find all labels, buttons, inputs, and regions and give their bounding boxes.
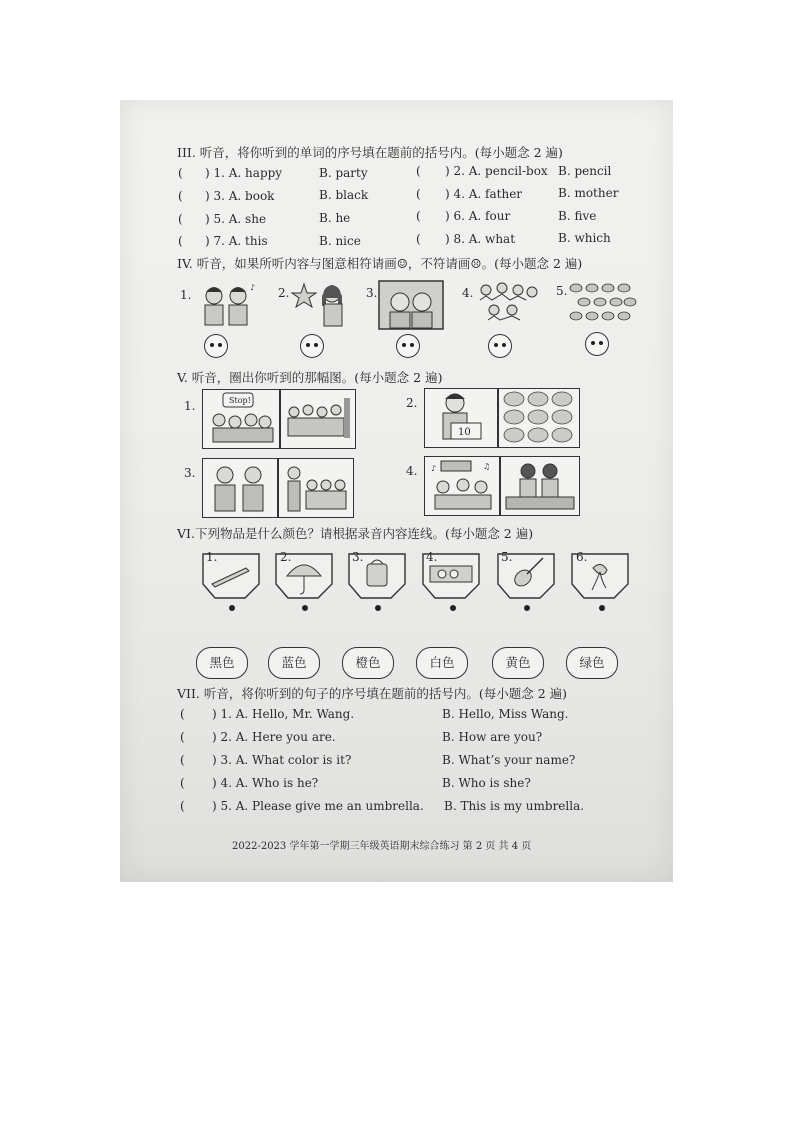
item-dot-5[interactable] (524, 605, 530, 611)
s5-picture-pair-3[interactable] (202, 458, 354, 518)
answer-paren: ( (178, 166, 183, 180)
answer-paren: ( (178, 189, 183, 203)
color-white[interactable]: 白色 (416, 647, 468, 679)
item-number-6: 6. (576, 550, 588, 564)
birds-flock-picture (566, 280, 638, 332)
s3-item-3-b: B. black (319, 188, 369, 202)
color-orange[interactable]: 橙色 (342, 647, 394, 679)
color-green[interactable]: 绿色 (566, 647, 618, 679)
s3-item-3: ) 3. A. book (205, 189, 275, 203)
s3-item-6: ) 6. A. four (445, 209, 511, 223)
item-number-3: 3. (352, 550, 364, 564)
s5-label-2: 2. (406, 396, 418, 410)
answer-paren: ( (416, 187, 421, 201)
s7-item-1-a: ) 1. A. Hello, Mr. Wang. (212, 707, 355, 721)
svg-text:♪: ♪ (250, 283, 256, 292)
children-walking-picture (282, 390, 354, 446)
answer-paren: ( (416, 164, 421, 178)
s3-item-4-b: B. mother (558, 186, 619, 200)
stop-sign-text: Stop! (229, 396, 251, 405)
color-blue[interactable]: 蓝色 (268, 647, 320, 679)
answer-paren: ( (416, 232, 421, 246)
answer-face-5[interactable] (585, 332, 609, 356)
answer-face-1[interactable] (204, 334, 228, 358)
answer-paren: ( (180, 707, 185, 721)
color-yellow[interactable]: 黄色 (492, 647, 544, 679)
s4-label-2: 2. (278, 286, 290, 300)
children-music-picture (427, 457, 497, 513)
s7-item-5-b: B. This is my umbrella. (444, 799, 585, 813)
s3-item-8-b: B. which (558, 231, 611, 245)
answer-paren: ( (180, 799, 185, 813)
s3-item-4: ) 4. A. father (445, 187, 523, 201)
grandpa-and-man-picture (205, 459, 275, 515)
answer-paren: ( (178, 212, 183, 226)
s5-picture-pair-1[interactable] (202, 389, 356, 449)
s7-item-2-a: ) 2. A. Here you are. (212, 730, 336, 744)
s3-item-8: ) 8. A. what (445, 232, 516, 246)
worksheet-page (120, 100, 673, 882)
item-dot-6[interactable] (599, 605, 605, 611)
s3-item-2-b: B. pencil (558, 164, 612, 178)
s3-item-1-b: B. party (319, 166, 368, 180)
s7-item-4-a: ) 4. A. Who is he? (212, 776, 319, 790)
answer-face-3[interactable] (396, 334, 420, 358)
s5-picture-pair-2[interactable] (424, 388, 580, 448)
s7-item-1-b: B. Hello, Miss Wang. (442, 707, 569, 721)
answer-face-2[interactable] (300, 334, 324, 358)
s4-label-1: 1. (180, 288, 192, 302)
two-children-picture (192, 280, 264, 332)
answer-paren: ( (180, 730, 185, 744)
answer-paren: ( (178, 234, 183, 248)
s3-item-5-b: B. he (319, 211, 351, 225)
s3-item-2: ) 2. A. pencil-box (445, 164, 548, 178)
dancing-children-picture (472, 280, 544, 332)
svg-text:♪: ♪ (431, 464, 437, 473)
s5-label-1: 1. (184, 399, 196, 413)
page-footer: 2022-2023 学年第一学期三年级英语期末综合练习 第 2 页 共 4 页 (232, 841, 532, 852)
s5-label-3: 3. (184, 466, 196, 480)
item-number-1: 1. (206, 550, 218, 564)
answer-face-4[interactable] (488, 334, 512, 358)
svg-text:♫: ♫ (483, 462, 491, 471)
s4-label-4: 4. (462, 286, 474, 300)
s5-picture-pair-4[interactable] (424, 456, 580, 516)
s3-item-6-b: B. five (558, 209, 597, 223)
s3-item-7: ) 7. A. this (205, 234, 268, 248)
s7-item-5-a: ) 5. A. Please give me an umbrella. (212, 799, 424, 813)
item-dot-2[interactable] (302, 605, 308, 611)
s3-item-1: ) 1. A. happy (205, 166, 283, 180)
s5-label-4: 4. (406, 464, 418, 478)
board-number-text: 10 (458, 427, 471, 438)
section-4-heading: IV. 听音，如果所听内容与图意相符请画☺，不符请画☹。(每小题念 2 遍) (177, 256, 583, 271)
item-dot-1[interactable] (229, 605, 235, 611)
item-number-4: 4. (426, 550, 438, 564)
answer-paren: ( (180, 776, 185, 790)
s3-item-5: ) 5. A. she (205, 212, 267, 226)
section-5-heading: V. 听音，圈出你听到的那幅图。(每小题念 2 遍) (177, 370, 443, 385)
children-playing-picture (502, 457, 578, 513)
grandparents-photo-picture (378, 280, 444, 330)
s7-item-3-b: B. What’s your name? (442, 753, 576, 767)
item-dot-4[interactable] (450, 605, 456, 611)
section-3-heading: III. 听音，将你听到的单词的序号填在题前的括号内。(每小题念 2 遍) (177, 145, 563, 160)
s3-item-7-b: B. nice (319, 234, 361, 248)
eggs-picture (500, 389, 578, 445)
s7-item-4-b: B. Who is she? (442, 776, 531, 790)
boy-with-number-board-picture (427, 389, 495, 445)
girl-with-star-picture (286, 278, 358, 330)
traffic-police-stop-picture (205, 390, 277, 446)
section-6-heading: VI.下列物品是什么颜色？请根据录音内容连线。(每小题念 2 遍) (177, 526, 534, 541)
item-number-5: 5. (501, 550, 513, 564)
s7-item-2-b: B. How are you? (442, 730, 543, 744)
section-7-heading: VII. 听音，将你听到的句子的序号填在题前的括号内。(每小题念 2 遍) (177, 686, 568, 701)
item-dot-3[interactable] (375, 605, 381, 611)
s4-label-3: 3. (366, 286, 378, 300)
item-number-2: 2. (280, 550, 292, 564)
color-black[interactable]: 黑色 (196, 647, 248, 679)
answer-paren: ( (416, 209, 421, 223)
s7-item-3-a: ) 3. A. What color is it? (212, 753, 352, 767)
answer-paren: ( (180, 753, 185, 767)
s4-label-5: 5. (556, 284, 568, 298)
family-group-picture (280, 459, 352, 515)
